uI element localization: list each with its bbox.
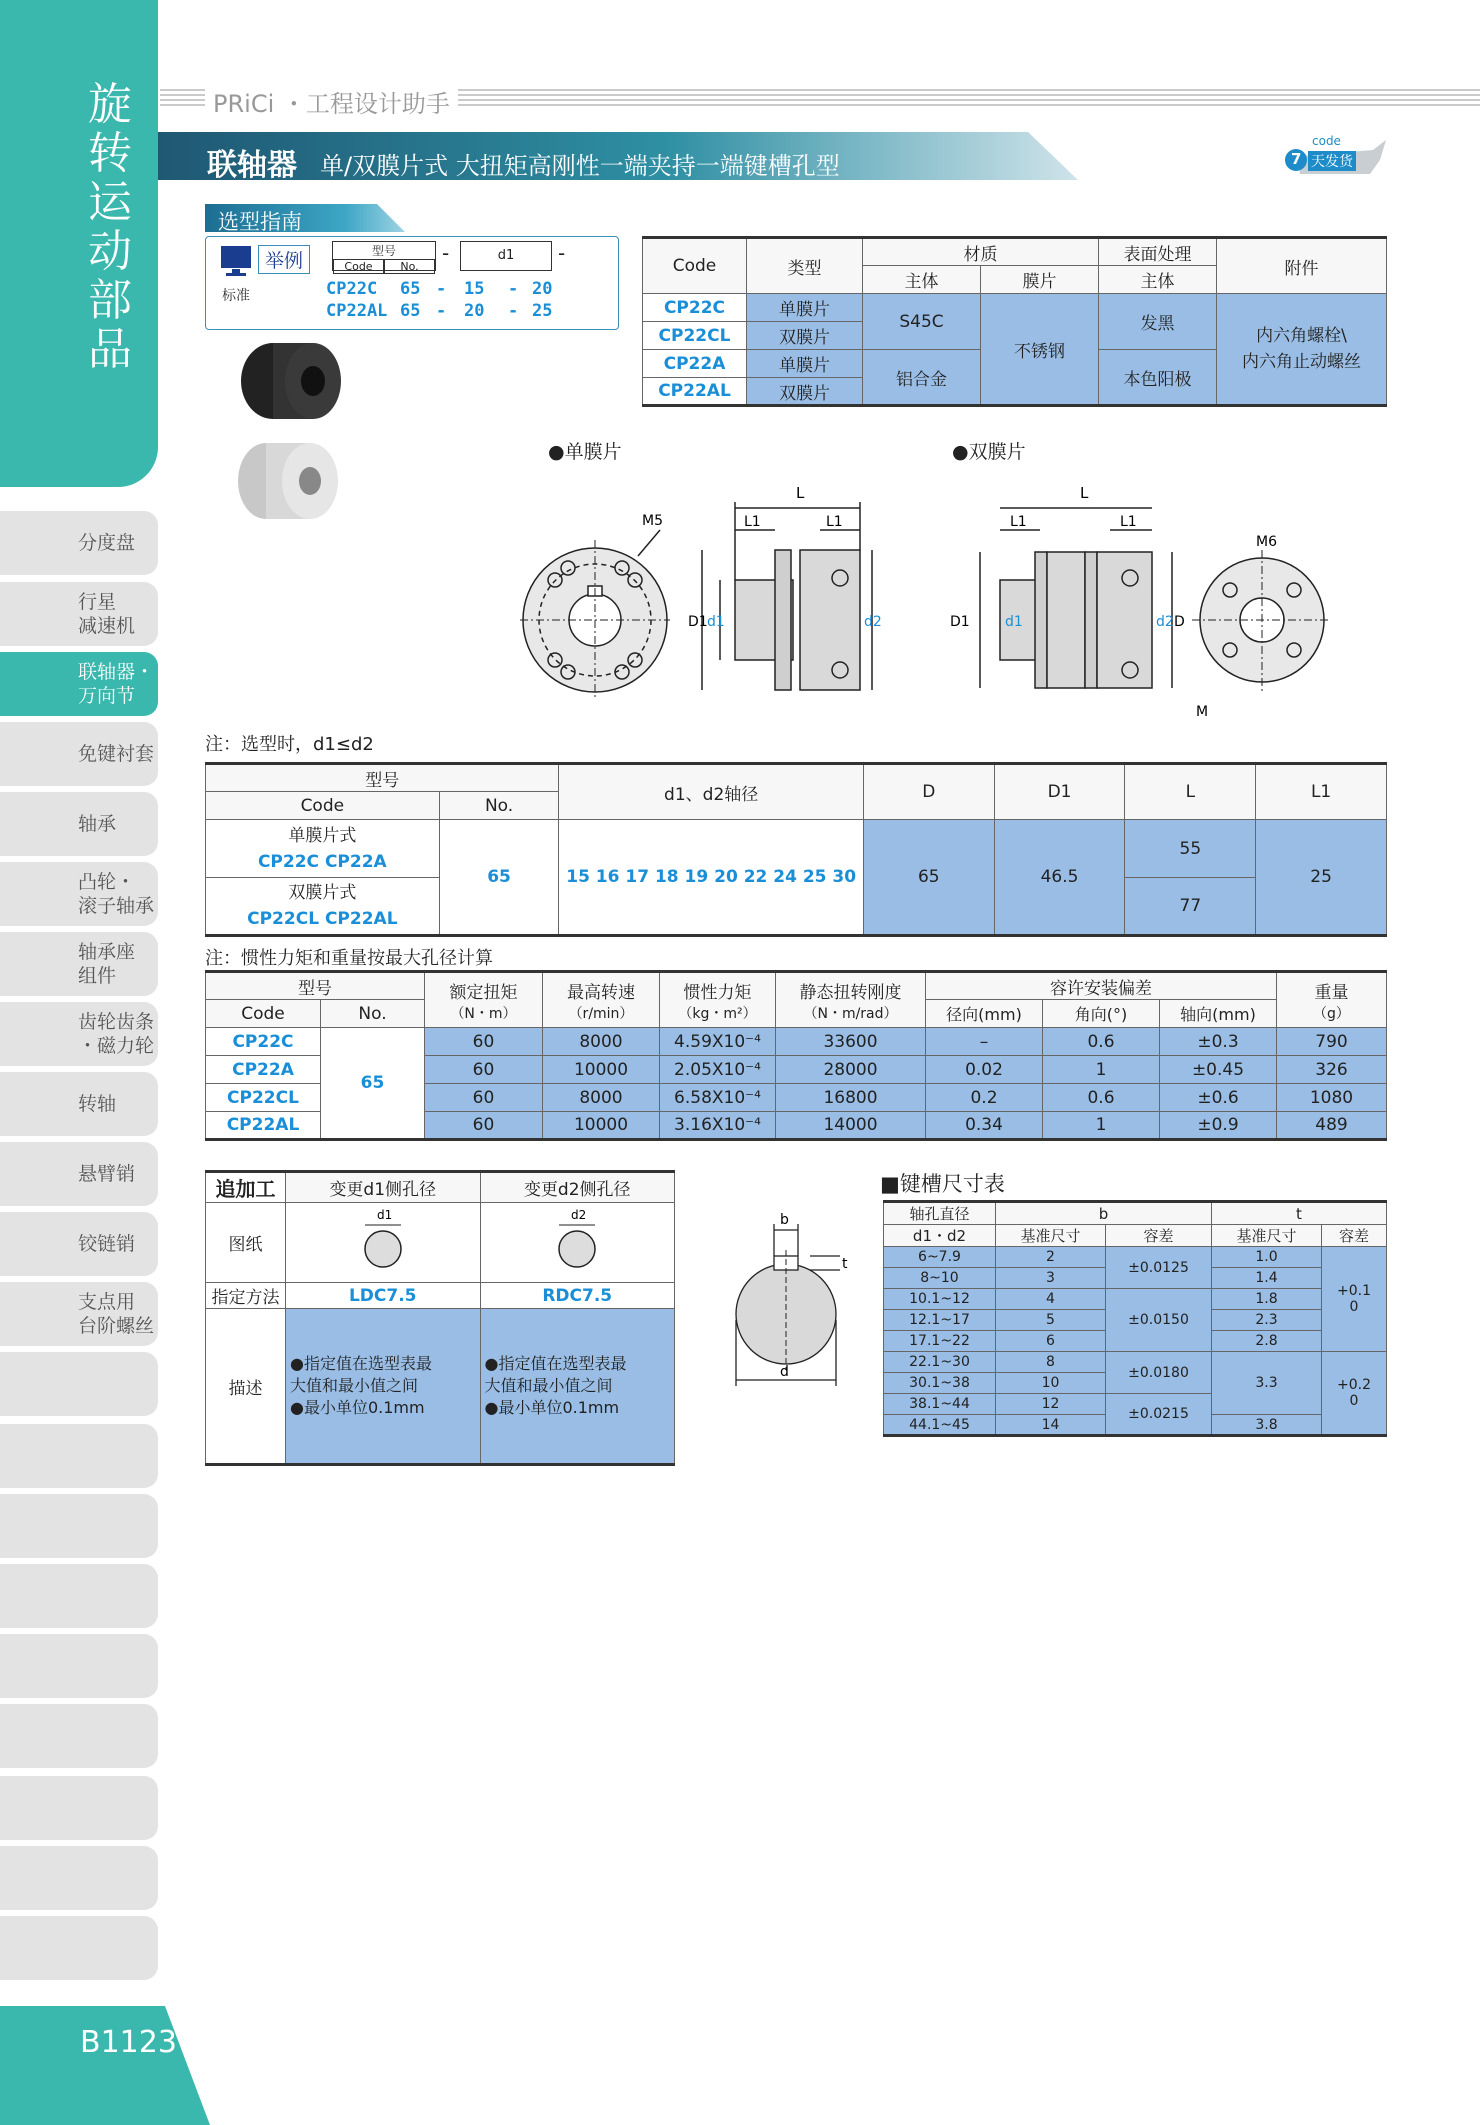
sidebar-item[interactable]: 免键衬套 — [0, 722, 158, 786]
extra-m2: RDC7.5 — [480, 1283, 675, 1309]
sidebar-item[interactable]: 行星 减速机 — [0, 582, 158, 646]
single-codes: CP22C CP22A — [257, 851, 387, 872]
extra-method-label: 指定方法 — [206, 1283, 286, 1309]
perf-rad: – — [926, 1028, 1043, 1056]
perf-h-no: No. — [321, 1000, 425, 1028]
key-t: 1.4 — [1212, 1268, 1322, 1289]
key-b-tol: ±0.0180 — [1106, 1352, 1212, 1394]
sep: - — [442, 241, 450, 265]
dim-d1: d1 — [1005, 614, 1023, 630]
dim-L: L — [796, 484, 805, 502]
dim-h-L: L — [1125, 764, 1256, 820]
perf-h-speed: 最高转速 — [567, 982, 635, 1003]
key-b: 8 — [996, 1352, 1106, 1373]
perf-ax: ±0.3 — [1160, 1028, 1277, 1056]
guide-d2: 20 — [532, 279, 553, 299]
model-label: 型号 — [371, 244, 396, 258]
perf-h-ax: 轴向(mm) — [1160, 1000, 1277, 1028]
example-label: 举例 — [258, 245, 310, 274]
key-dim-b: b — [780, 1212, 789, 1228]
perf-inertia: 4.59X10⁻⁴ — [660, 1028, 776, 1056]
key-dia: 38.1~44 — [884, 1394, 996, 1415]
product-photos — [218, 336, 348, 536]
dim-D1: D1 — [950, 614, 970, 630]
key-title: ■键槽尺寸表 — [880, 1172, 1005, 1196]
sidebar-item[interactable] — [0, 1846, 158, 1910]
dim-L-double: 77 — [1125, 878, 1256, 936]
perf-code: CP22A — [206, 1056, 321, 1084]
sidebar-item[interactable]: 支点用 台阶螺丝 — [0, 1282, 158, 1346]
perf-torque: 60 — [425, 1056, 543, 1084]
key-b: 10 — [996, 1373, 1106, 1394]
key-h-tol2: 容差 — [1322, 1225, 1387, 1247]
perf-u-speed: （r/min） — [568, 1005, 634, 1022]
key-dia: 8~10 — [884, 1268, 996, 1289]
dim-D1: 46.5 — [994, 820, 1125, 936]
mat-type: 单膜片 — [747, 350, 863, 378]
d2-icon-label: d2 — [571, 1208, 587, 1222]
mat-h-code: Code — [643, 238, 747, 294]
perf-h-stiff: 静态扭转刚度 — [799, 982, 902, 1003]
accessory: 内六角螺栓\ 内六角止动螺丝 — [1217, 294, 1387, 406]
key-b-tol: ±0.0150 — [1106, 1289, 1212, 1352]
perf-h-tol: 容许安装偏差 — [926, 972, 1277, 1000]
key-b: 5 — [996, 1310, 1106, 1331]
extra-m1: LDC7.5 — [286, 1283, 481, 1309]
key-dim-t: t — [842, 1256, 848, 1272]
perf-no: 65 — [321, 1028, 425, 1140]
mat-film: 不锈钢 — [981, 294, 1099, 406]
d1-field: d1 — [460, 241, 552, 271]
sidebar-item[interactable]: 转轴 — [0, 1072, 158, 1136]
key-b: 4 — [996, 1289, 1106, 1310]
key-h-dia2: d1・d2 — [884, 1225, 996, 1247]
extra-fig-label: 图纸 — [206, 1203, 286, 1283]
guide-sep: - — [436, 279, 447, 299]
dimension-table — [205, 762, 1387, 937]
dim-L1: L1 — [826, 514, 843, 530]
badge-days: 7 — [1291, 150, 1302, 168]
key-dia: 22.1~30 — [884, 1352, 996, 1373]
perf-h-rad: 径向(mm) — [926, 1000, 1043, 1028]
perf-h-torque: 额定扭矩 — [449, 982, 518, 1003]
sidebar-item[interactable] — [0, 1634, 158, 1698]
key-t: 1.8 — [1212, 1289, 1322, 1310]
key-b: 14 — [996, 1415, 1106, 1436]
guide-d1: 15 — [464, 279, 485, 299]
perf-inertia: 6.58X10⁻⁴ — [660, 1084, 776, 1112]
standard-label: 标准 — [222, 288, 250, 304]
key-b: 3 — [996, 1268, 1106, 1289]
silver-coupling-image — [238, 443, 338, 519]
key-t-tol: +0.2 0 — [1322, 1352, 1387, 1436]
black-coupling-image — [241, 343, 341, 419]
perf-u-torque: （N・m） — [450, 1005, 517, 1022]
key-dia: 6~7.9 — [884, 1247, 996, 1268]
extra-desc-label: 描述 — [206, 1309, 286, 1465]
dim-L1: L1 — [1010, 514, 1027, 530]
sep: - — [558, 241, 566, 265]
perf-ang: 0.6 — [1043, 1028, 1160, 1056]
key-dia: 30.1~38 — [884, 1373, 996, 1394]
mat-body-1: S45C — [863, 294, 981, 350]
perf-w: 326 — [1277, 1056, 1387, 1084]
mat-type: 双膜片 — [747, 322, 863, 350]
key-h-base: 基准尺寸 — [996, 1225, 1106, 1247]
guide-no: 65 — [400, 279, 421, 299]
key-dim-d: d — [780, 1364, 789, 1380]
sidebar-item[interactable]: 悬臂销 — [0, 1142, 158, 1206]
key-b: 12 — [996, 1394, 1106, 1415]
perf-speed: 8000 — [543, 1028, 660, 1056]
d2-hole-icon — [547, 1205, 607, 1275]
key-dia: 12.1~17 — [884, 1310, 996, 1331]
mat-type: 单膜片 — [747, 294, 863, 322]
dim-L1: 25 — [1256, 820, 1387, 936]
guide-code: CP22AL — [326, 301, 388, 321]
guide-sep: - — [436, 301, 447, 321]
dim-note: 注：选型时，d1≤d2 — [205, 734, 374, 755]
perf-speed: 10000 — [543, 1056, 660, 1084]
key-h-t: t — [1212, 1202, 1387, 1225]
dim-h-code: Code — [206, 792, 440, 820]
dim-L: L — [1080, 484, 1089, 502]
key-h-base2: 基准尺寸 — [1212, 1225, 1322, 1247]
key-t-tol: +0.1 0 — [1322, 1247, 1387, 1352]
single-film-label: ●单膜片 — [548, 441, 622, 463]
keyway-drawing — [730, 1210, 860, 1400]
perf-code: CP22C — [206, 1028, 321, 1056]
dim-M: M — [1196, 704, 1209, 720]
dim-D: 65 — [863, 820, 994, 936]
perf-ang: 0.6 — [1043, 1084, 1160, 1112]
badge-text: 天发货 — [1308, 151, 1356, 171]
dim-h-L1: L1 — [1256, 764, 1387, 820]
page-number: B1123 — [80, 2025, 177, 2060]
dim-M6: M6 — [1256, 534, 1277, 550]
perf-w: 489 — [1277, 1112, 1387, 1140]
brand-label: PRiCi ・工程设计助手 — [205, 84, 458, 119]
surf-2: 本色阳极 — [1099, 350, 1217, 406]
single-type: 单膜片式 — [288, 825, 357, 846]
sidebar-item[interactable] — [0, 1424, 158, 1488]
keyway-table — [883, 1200, 1387, 1437]
perf-ang: 1 — [1043, 1056, 1160, 1084]
sidebar-item[interactable]: 轴承座 组件 — [0, 932, 158, 996]
dim-D: D — [1174, 614, 1185, 630]
guide-d1: 20 — [464, 301, 485, 321]
extra-desc1: ●指定值在选型表最 大值和最小值之间 ●最小单位0.1mm — [286, 1309, 481, 1465]
perf-stiff: 28000 — [776, 1056, 926, 1084]
key-b: 6 — [996, 1331, 1106, 1352]
sidebar-item[interactable]: 齿轮齿条 ・磁力轮 — [0, 1002, 158, 1066]
page-title: 联轴器 — [207, 148, 297, 183]
extra-label: 追加工 — [206, 1172, 286, 1203]
key-t: 3.8 — [1212, 1415, 1322, 1436]
perf-speed: 10000 — [543, 1112, 660, 1140]
single-film-drawing — [520, 480, 880, 730]
perf-stiff: 14000 — [776, 1112, 926, 1140]
key-dia: 10.1~12 — [884, 1289, 996, 1310]
key-h-tol: 容差 — [1106, 1225, 1212, 1247]
sidebar-item[interactable] — [0, 1776, 158, 1840]
dim-D1: D1 — [688, 614, 708, 630]
key-dia: 44.1~45 — [884, 1415, 996, 1436]
page-subtitle: 单/双膜片式 大扭矩高刚性一端夹持一端键槽孔型 — [320, 152, 840, 180]
sidebar-item[interactable] — [0, 1564, 158, 1628]
sidebar-item[interactable]: 铰链销 — [0, 1212, 158, 1276]
perf-u-inertia: （kg・m²） — [678, 1005, 757, 1022]
dim-L1: L1 — [1120, 514, 1137, 530]
key-b: 2 — [996, 1247, 1106, 1268]
material-table — [642, 236, 1387, 407]
perf-rad: 0.34 — [926, 1112, 1043, 1140]
extra-h1: 变更d1侧孔径 — [286, 1172, 481, 1203]
mat-code: CP22A — [643, 350, 747, 378]
guide-title: 选型指南 — [218, 210, 302, 234]
mat-code: CP22CL — [643, 322, 747, 350]
perf-rad: 0.2 — [926, 1084, 1043, 1112]
perf-h-ang: 角向(°) — [1043, 1000, 1160, 1028]
surf-1: 发黑 — [1099, 294, 1217, 350]
section-title: 旋转运动部品 — [88, 79, 132, 375]
perf-ang: 1 — [1043, 1112, 1160, 1140]
dim-L-single: 55 — [1125, 820, 1256, 878]
sidebar-item[interactable] — [0, 1704, 158, 1768]
d1-icon-label: d1 — [376, 1208, 393, 1222]
perf-rad: 0.02 — [926, 1056, 1043, 1084]
double-type: 双膜片式 — [288, 883, 357, 903]
performance-table — [205, 970, 1387, 1141]
key-t: 2.8 — [1212, 1331, 1322, 1352]
code-label: Code — [333, 259, 384, 274]
page-number-bg — [0, 2006, 210, 2125]
perf-ax: ±0.45 — [1160, 1056, 1277, 1084]
guide-sep: - — [508, 301, 519, 321]
perf-code: CP22CL — [206, 1084, 321, 1112]
dim-h-D1: D1 — [994, 764, 1125, 820]
monitor-icon — [220, 245, 256, 277]
dim-d1: d1 — [707, 614, 725, 630]
dim-d2: d2 — [864, 614, 882, 630]
mat-h-accessory: 附件 — [1217, 238, 1387, 294]
dim-L1: L1 — [744, 514, 761, 530]
guide-example-box — [205, 236, 619, 330]
key-b-tol: ±0.0215 — [1106, 1394, 1212, 1436]
sidebar-item[interactable]: 分度盘 — [0, 511, 158, 575]
model-field — [332, 241, 436, 271]
extra-h2: 变更d2侧孔径 — [480, 1172, 675, 1203]
no-label: No. — [384, 259, 435, 274]
dim-axis: 15 16 17 18 19 20 22 24 25 30 — [559, 820, 863, 936]
delivery-badge — [1278, 134, 1390, 180]
perf-stiff: 33600 — [776, 1028, 926, 1056]
mat-h-material: 材质 — [863, 238, 1099, 266]
perf-stiff: 16800 — [776, 1084, 926, 1112]
key-t: 3.3 — [1212, 1352, 1322, 1415]
perf-torque: 60 — [425, 1084, 543, 1112]
guide-code: CP22C — [326, 279, 378, 299]
sidebar-item[interactable] — [0, 1916, 158, 1980]
mat-body-2: 铝合金 — [863, 350, 981, 406]
perf-h-code: Code — [206, 1000, 321, 1028]
perf-u-weight: （g） — [1313, 1005, 1350, 1022]
perf-speed: 8000 — [543, 1084, 660, 1112]
key-t: 2.3 — [1212, 1310, 1322, 1331]
perf-h-model: 型号 — [206, 972, 425, 1000]
dim-h-no: No. — [439, 792, 559, 820]
dim-h-D: D — [863, 764, 994, 820]
d1-hole-icon — [353, 1205, 413, 1275]
sidebar-item[interactable]: 轴承 — [0, 792, 158, 856]
badge-code: code — [1312, 134, 1341, 148]
extra-desc2: ●指定值在选型表最 大值和最小值之间 ●最小单位0.1mm — [480, 1309, 675, 1465]
perf-w: 790 — [1277, 1028, 1387, 1056]
perf-inertia: 3.16X10⁻⁴ — [660, 1112, 776, 1140]
perf-torque: 60 — [425, 1028, 543, 1056]
perf-torque: 60 — [425, 1112, 543, 1140]
key-h-dia: 轴孔直径 — [884, 1202, 996, 1225]
dim-h-axis: d1、d2轴径 — [559, 764, 863, 820]
guide-no: 65 — [400, 301, 421, 321]
key-b-tol: ±0.0125 — [1106, 1247, 1212, 1289]
key-h-b: b — [996, 1202, 1212, 1225]
guide-sep: - — [508, 279, 519, 299]
dim-d2: d2 — [1156, 614, 1174, 630]
key-dia: 17.1~22 — [884, 1331, 996, 1352]
double-film-drawing — [930, 480, 1330, 730]
perf-ax: ±0.6 — [1160, 1084, 1277, 1112]
sidebar-item[interactable] — [0, 1352, 158, 1416]
guide-d2: 25 — [532, 301, 553, 321]
mat-h-body: 主体 — [863, 266, 981, 294]
mat-h-type: 类型 — [747, 238, 863, 294]
mat-h-film: 膜片 — [981, 266, 1099, 294]
key-t: 1.0 — [1212, 1247, 1322, 1268]
perf-h-weight: 重量 — [1314, 982, 1349, 1003]
perf-code: CP22AL — [206, 1112, 321, 1140]
mat-code: CP22AL — [643, 378, 747, 406]
perf-h-inertia: 惯性力矩 — [683, 982, 752, 1003]
dim-M5: M5 — [642, 513, 663, 529]
dim-no: 65 — [439, 820, 559, 936]
perf-w: 1080 — [1277, 1084, 1387, 1112]
mat-h-surface: 表面处理 — [1099, 238, 1217, 266]
sidebar-item[interactable]: 凸轮・ 滚子轴承 — [0, 862, 158, 926]
sidebar-item[interactable]: 联轴器・ 万向节 — [0, 652, 158, 716]
perf-ax: ±0.9 — [1160, 1112, 1277, 1140]
dim-h-model: 型号 — [206, 764, 559, 792]
mat-h-body2: 主体 — [1099, 266, 1217, 294]
perf-note: 注：惯性力矩和重量按最大孔径计算 — [205, 948, 493, 969]
double-film-label: ●双膜片 — [952, 441, 1026, 463]
mat-type: 双膜片 — [747, 378, 863, 406]
perf-inertia: 2.05X10⁻⁴ — [660, 1056, 776, 1084]
sidebar-item[interactable] — [0, 1494, 158, 1558]
perf-u-stiff: （N・m/rad） — [803, 1005, 898, 1022]
mat-code: CP22C — [643, 294, 747, 322]
extra-processing-table — [205, 1170, 675, 1466]
double-codes: CP22CL CP22AL — [247, 909, 398, 929]
